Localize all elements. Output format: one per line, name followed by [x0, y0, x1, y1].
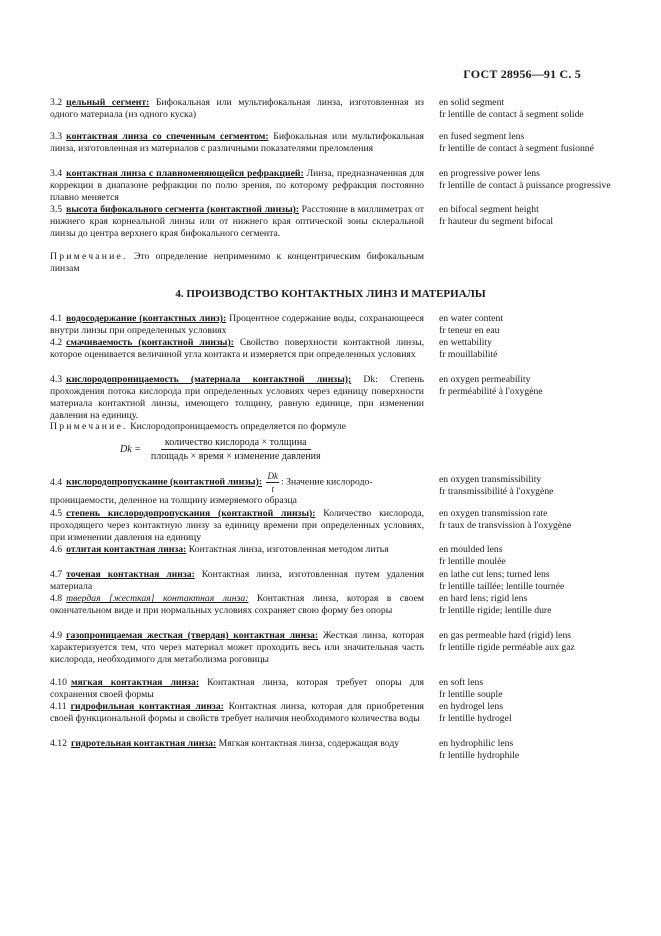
entry-4-1: 4.1 водосодержание (контактных линз): Процентное содержание воды, сохранающееся внутри линзы при определенных условиях en water content fr teneur en eau	[50, 313, 504, 336]
section-title: 4. ПРОИЗВОДСТВО КОНТАКТНЫХ ЛИНЗ И МАТЕРИАЛЫ	[175, 288, 486, 300]
note-4-3: Примечание. Кислородопроницаемость определяется по формуле	[50, 421, 346, 432]
formula-denominator: площадь × время × изменение давления	[150, 451, 321, 462]
entry-3-2: 3.2 цельный сегмент: Бифокальная или мультифокальная линза, изготовленная из одного материала (из одного куска) en solid segment fr lentille de contact à segment solide	[50, 97, 584, 120]
formula-lhs: Dk =	[120, 444, 141, 455]
entry-4-7: 4.7 точеная контактная линза: Контактная линза, изготовленная путем удаления материала en lathe cut lens; turned lens fr lentille taillée; lentille tournée	[50, 569, 565, 592]
entry-3-5: 3.5 высота бифокального сегмента (контактной линзы): Расстояние в миллиметрах от нижнего края корнеальной линзы или от нижнего края оптической зоны склеральной линзы до центра верхнего края бифокального сегмента. en bifocal segment height fr hauteur du segment bifocal	[50, 204, 554, 239]
entry-4-12: 4.12 гидротельная контактная линза: Мягкая контактная линза, содержащая воду en hydrophilic lens fr lentille hydrophile	[50, 738, 520, 761]
formula-numerator: количество кислорода × толщина	[161, 437, 311, 450]
entry-3-3: 3.3 контактная линза со спеченным сегментом: Бифокальная или мультифокальная линза, изготовленная из материалов с различными показателями преломления en fused segment lens fr lentille de contact à segment fusionné	[50, 131, 594, 154]
entry-4-11: 4.11 гидрофильная контактная линза: Контактная линза, которая для приобретения своей функциональной формы и свойств требует наличия необходимого количества воды en hydrogel lens fr lentille hydrogel	[50, 701, 512, 724]
page-header: ГОСТ 28956—91 С. 5	[463, 67, 581, 81]
entry-4-10: 4.10 мягкая контактная линза: Контактная линза, которая требует опоры для сохранения своей формы en soft lens fr lentille souple	[50, 677, 503, 700]
entry-4-5: 4.5 степень кислородопропускания (контактной линзы): Количество кислорода, проходящего через контактную линзу за единицу времени при определенных условиях, при изменении давления на единицу en oxygen transmission rate fr taux de transvission à l'oxygène	[50, 508, 572, 543]
entry-3-4: 3.4 контактная линза с плавноменяющейся рефракцией: Линза, предназначенная для коррекции в диапазоне рефракции по полю зрения, по которому рефракция постоянно плавно меняется en progressive power lens fr lentille de contact à puissance progressive	[50, 168, 611, 203]
dk-formula	[120, 437, 325, 462]
entry-4-8: 4.8 твердая [жесткая] контактная линза: Контактная линза, которая в своем окончательном виде и при нормальных условиях сохраняет свою форму без опоры en hard lens; rigid lens fr lentille rigide; lentille dure	[50, 593, 552, 616]
entry-4-3: 4.3 кислородопроницаемость (материала контактной линзы); Dk: Степень прохождения потока кислорода при определенных условиях через единицу поверхности материала контактной линзы, имеющего толщину, равную единице, при изменении давления на единицу. en oxygen permeability fr perméabilité à l'oxygène	[50, 374, 543, 421]
entry-4-9: 4.9 газопроницаемая жесткая (твердая) контактная линза: Жесткая линза, которая характеризуется тем, что через материал может проходить весь или значительная часть кислорода, необходимого для метаболизма роговицы en gas permeable hard (rigid) lens fr lentille rigide perméable aux gaz	[50, 630, 575, 665]
note-3-5: Примечание. Это определение неприменимо к концентрическим бифокальным линзам	[50, 251, 424, 274]
entry-4-4: 4.4 кислородопропускание (контактной линзы): $\frac{Dk}{t}$ : Значение кислородо- проницаемости, деленное на толщину измеряемого образца en oxygen transmissibility fr transmissibilité à l'oxygène	[50, 471, 554, 506]
entry-4-6: 4.6 отлитая контактная линза: Контактная линза, изготовленная методом литья en moulded lens fr lentille moulée	[50, 544, 506, 567]
entry-4-2: 4.2 смачиваемость (контактной линзы): Свойство поверхности контактной линзы, которое оценивается величиной угла контакта и измеряется при определенных условиях en wettability fr mouillabilité	[50, 337, 498, 360]
